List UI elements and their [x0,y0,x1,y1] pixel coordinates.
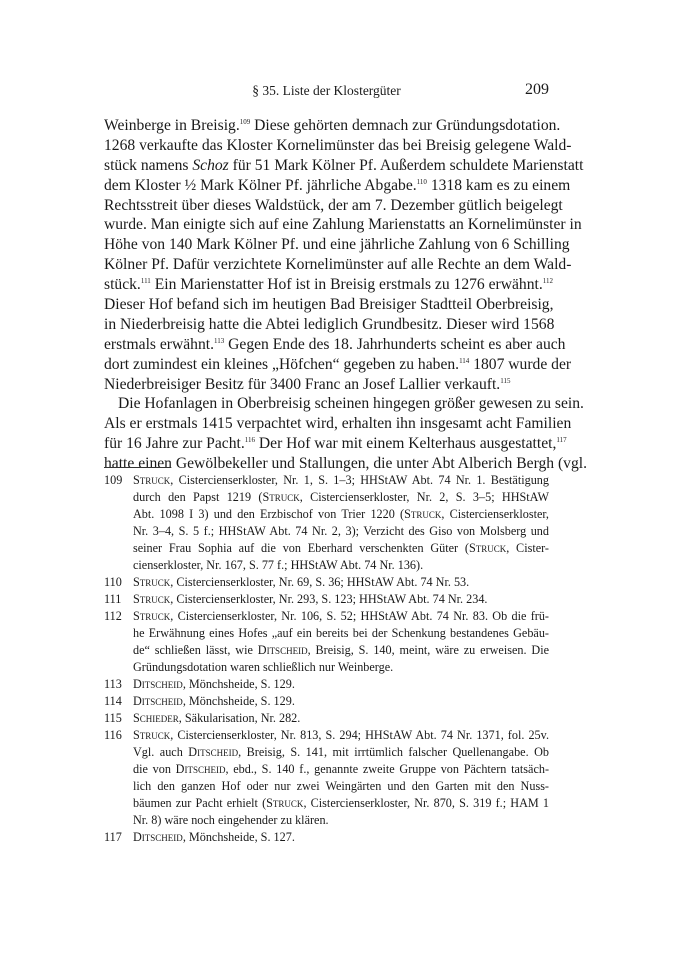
body-line [104,235,570,255]
text-run: Die Hofanlagen in Oberbreisig scheinen hingegen größer gewesen zu sein. [118,395,584,413]
text-run: Niederbreisiger Besitz für 3400 Franc an Josef Lallier verkauft. [104,375,501,393]
text-run: für 16 Jahre zur Pacht. [104,435,245,453]
footnote-number: 113 [104,677,122,691]
text-run: stück. [104,276,141,294]
footnote-line: Struck, Cistercienserkloster, Nr. 813, S. 294; HHStAW Abt. 74 Nr. 1371, fol. 25v. [133,728,549,742]
footnote-ref: 115 [500,376,511,385]
footnote-line: Struck, Cistercienserkloster, Nr. 106, S. 52; HHStAW Abt. 74 Nr. 83. Ob die frü- [133,609,549,623]
footnote-line: Ditscheid, Mönchsheide, S. 129. [133,677,295,691]
text-run: Weinberge in Breisig. [104,117,240,134]
footnote-line: Nr. 3–4, S. 5 f.; HHStAW Abt. 74 Nr. 2, 3); Verzicht des Giso von Molsberg und [133,524,549,538]
footnote [104,693,549,710]
text-run: Kölner Pf. Dafür verzichtete Kornelimünster auf alle Rechte an dem Wald- [104,256,572,274]
footnote-line: Abt. 1098 I 3) und den Erzbischof von Trier 1220 (Struck, Cistercienserkloster, [133,507,549,521]
footnote-rule [104,467,170,468]
footnote-line: Ditscheid, Mönchsheide, S. 127. [133,830,295,844]
footnote [104,608,549,676]
running-header [104,81,549,103]
body-line [104,255,572,275]
footnote-line: Struck, Cistercienserkloster, Nr. 293, S. 123; HHStAW Abt. 74 Nr. 234. [133,592,488,606]
text-run: 1807 wurde der [469,355,572,373]
footnote-ref: 116 [244,436,255,445]
text-run: dem Kloster ½ Mark Kölner Pf. jährliche Abgabe. [104,176,417,194]
footnote-number: 110 [104,575,122,589]
body-line [104,136,572,156]
text-run: hatte einen Gewölbekeller und Stallungen, die unter Abt Alberich Bergh (vgl. [104,455,587,473]
footnotes [104,472,549,846]
footnote-line: die von Ditscheid, ebd., S. 140 f., genannte zweite Gruppe von Pächtern tatsäch- [133,762,550,776]
text-run: Rechtsstreit über dieses Waldstück, der am 7. Dezember gütlich beigelegt [104,196,563,214]
footnote [104,591,549,608]
footnote [104,710,549,727]
footnote-line: Struck, Cistercienserkloster, Nr. 1, S. 1–3; HHStAW Abt. 74 Nr. 1. Bestätigung [133,473,549,487]
body-line [104,156,584,176]
footnote [104,727,549,829]
body-line [104,394,584,414]
footnote-line: Gründungsdotation waren schließlich nur Weinberge. [133,660,394,674]
body-line [104,414,572,434]
text-run: Dieser Hof befand sich im heutigen Bad Breisiger Stadtteil Oberbreisig, [104,296,554,314]
text-run: Der Hof war mit einem Kelterhaus ausgestattet, [254,435,557,453]
footnote-line: lich den ganzen Hof oder nur zwei Weingärten und den Garten mit den Nuss- [133,779,549,793]
main-text [104,116,587,474]
footnote-line: he Erwähnung eines Hofes „auf ein bereits bei der Schenkung bestandenes Gebäu- [133,626,549,640]
footnote-line: Schieder, Säkularisation, Nr. 282. [133,711,301,725]
text-run: Ein Marienstatter Hof ist in Breisig erstmals zu 1276 erwähnt. [150,276,543,294]
footnote-ref: 112 [542,277,553,286]
footnote-line: seiner Frau Sophia auf die von Eberhard verschenkten Güter (Struck, Cister- [133,541,549,555]
footnote-ref: 111 [140,277,151,286]
footnote-line: Vgl. auch Ditscheid, Breisig, S. 141, mit irrtümlich falscher Quellenangabe. Ob [133,745,549,759]
footnote-line: cienserkloster, Nr. 167, S. 77 f.; HHStAW Abt. 74 Nr. 136). [133,558,424,572]
text-run: Höhe von 140 Mark Kölner Pf. und eine jährliche Zahlung von 6 Schilling [104,236,570,254]
text-run: Als er erstmals 1415 verpachtet wird, erhalten ihn insgesamt acht Familien [104,415,572,433]
body-line [104,434,567,454]
footnote-ref: 117 [556,436,567,445]
footnote-line: bäumen zur Pacht erhielt (Struck, Cistercienserkloster, Nr. 870, S. 319 f.; HAM 1 [133,796,550,810]
footnote-number: 114 [104,694,122,708]
text-run: 1268 verkaufte das Kloster Kornelimünster das bei Breisig gelegene Wald- [104,136,572,154]
footnote-line: durch den Papst 1219 (Struck, Cistercienserkloster, Nr. 2, S. 3–5; HHStAW [133,490,549,504]
footnote [104,472,549,574]
text-run: für 51 Mark Kölner Pf. Außerdem schuldete Marienstatt [228,156,584,174]
footnote-number: 116 [104,728,122,742]
text-run: stück namens [104,156,193,174]
footnote-number: 112 [104,609,122,623]
footnote-number: 115 [104,711,122,725]
footnote [104,829,549,846]
text-run: 1318 kam es zu einem [426,176,571,194]
footnote-number: 109 [104,473,123,487]
footnote-line: Ditscheid, Mönchsheide, S. 129. [133,694,295,708]
body-line [104,355,572,375]
body-line [104,315,555,335]
footnote-ref: 114 [459,356,470,365]
footnote-ref: 110 [416,177,427,186]
body-line [104,215,582,235]
footnote-line: Struck, Cistercienserkloster, Nr. 69, S. 36; HHStAW Abt. 74 Nr. 53. [133,575,470,589]
text-run: in Niederbreisig hatte die Abtei lediglich Grundbesitz. Dieser wird 1568 [104,315,555,333]
footnote [104,574,549,591]
body-line [104,196,563,216]
body-line [104,335,566,355]
text-run: wurde. Man einigte sich auf eine Zahlung Marienstatts an Kornelimünster in [104,216,582,234]
footnote-line: Nr. 8) wäre noch eingehender zu klären. [133,813,329,827]
footnote-number: 111 [104,592,122,606]
body-line [104,295,554,315]
body-line [104,116,561,136]
footnote-line: de“ schließen lässt, wie Ditscheid, Breisig, S. 140, meint, wäre zu erweisen. Die [133,643,549,657]
body-line [104,176,571,196]
body-line [104,375,549,395]
footnote [104,676,549,693]
text-run: Diese gehörten demnach zur Gründungsdotation. [250,117,561,134]
running-title: § 35. Liste der Klostergüter [252,83,401,98]
footnote-number: 117 [104,830,122,844]
text-run: erstmals erwähnt. [104,335,214,353]
text-run: dort zumindest ein kleines „Höfchen“ gegeben zu haben. [104,355,460,373]
footnote-ref: 109 [239,118,251,126]
page-number: 209 [525,81,549,98]
footnote-ref: 113 [214,336,225,345]
body-line [104,275,553,295]
text-run: Gegen Ende des 18. Jahrhunderts scheint es aber auch [224,335,566,353]
italic-term: Schoz [192,156,229,174]
